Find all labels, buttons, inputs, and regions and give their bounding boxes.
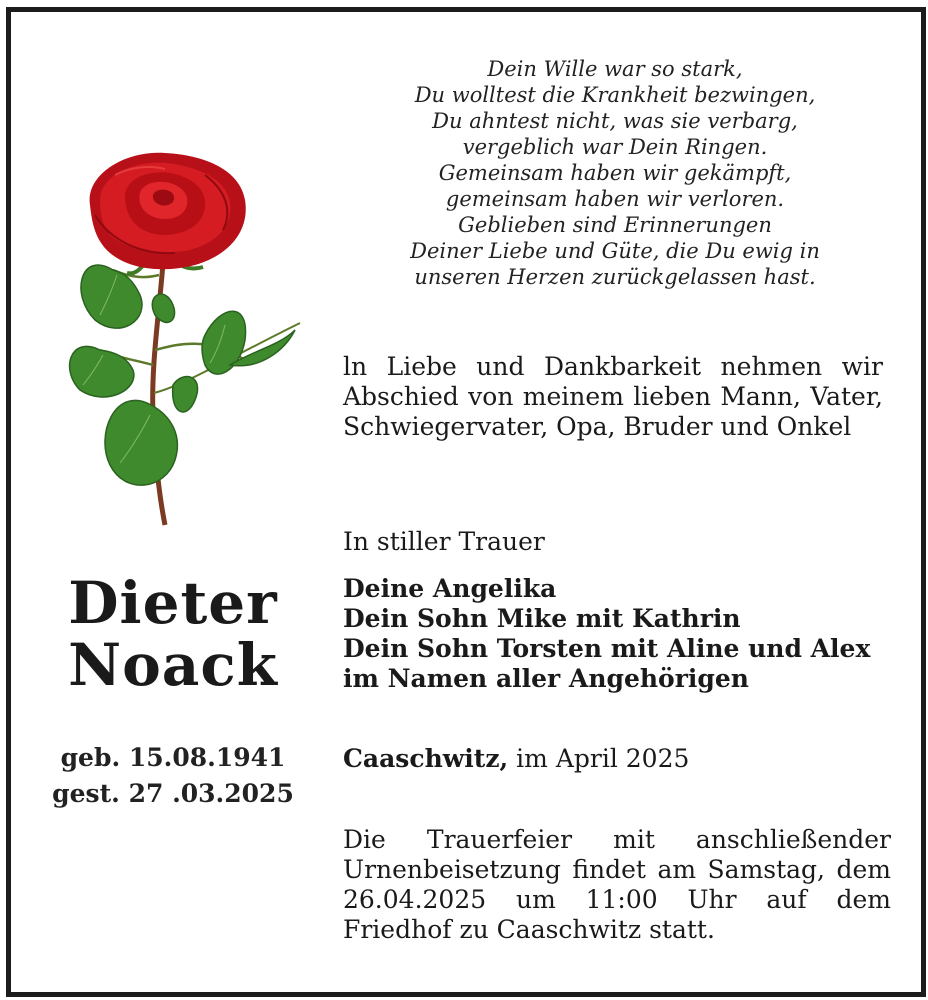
mourning-heading: In stiller Trauer [343,527,545,556]
death-date: gest. 27 .03.2025 [52,779,294,808]
intro-text: ln Liebe und Dankbarkeit nehmen wir Abschied von meinem lieben Mann, Vater, Schwiegervater, Opa, Bruder und Onkel [343,352,883,441]
rose-image [55,145,315,535]
last-name: Noack [68,631,278,699]
mourners-list [343,574,870,694]
poem-line: Du wolltest die Krankheit bezwingen, [414,83,816,107]
poem-line: Gemeinsam haben wir gekämpft, [438,161,792,185]
poem-line: gemeinsam haben wir verloren. [445,187,785,211]
first-name: Dieter [68,569,278,637]
poem-line: Dein Wille war so stark, [487,57,743,81]
poem-line: Du ahntest nicht, was sie verbarg, [432,109,798,133]
mourner-line: Dein Sohn Torsten mit Aline und Alex [343,634,871,663]
deceased-name [30,569,316,699]
poem-line: Geblieben sind Erinnerungen [458,213,772,237]
mourner-line: im Namen aller Angehörigen [343,664,749,693]
place-date: im April 2025 [508,744,690,773]
poem-line: unseren Herzen zurückgelassen hast. [414,265,816,289]
mourner-line: Deine Angelika [343,574,557,603]
rose-bloom [90,153,246,269]
rose-leaves [70,265,295,485]
poem [345,56,885,290]
mourner-line: Dein Sohn Mike mit Kathrin [343,604,741,633]
poem-line: Deiner Liebe und Güte, die Du ewig in [410,239,820,263]
place-and-date [343,742,689,776]
birth-date: geb. 15.08.1941 [60,743,286,772]
funeral-details: Die Trauerfeier mit anschließender Urnenbeisetzung findet am Samstag, dem 26.04.2025 um 11:00 Uhr auf dem Friedhof zu Caaschwitz statt. [343,825,891,944]
life-dates [30,740,316,812]
place-town: Caaschwitz, [343,744,509,773]
poem-line: vergeblich war Dein Ringen. [462,135,768,159]
